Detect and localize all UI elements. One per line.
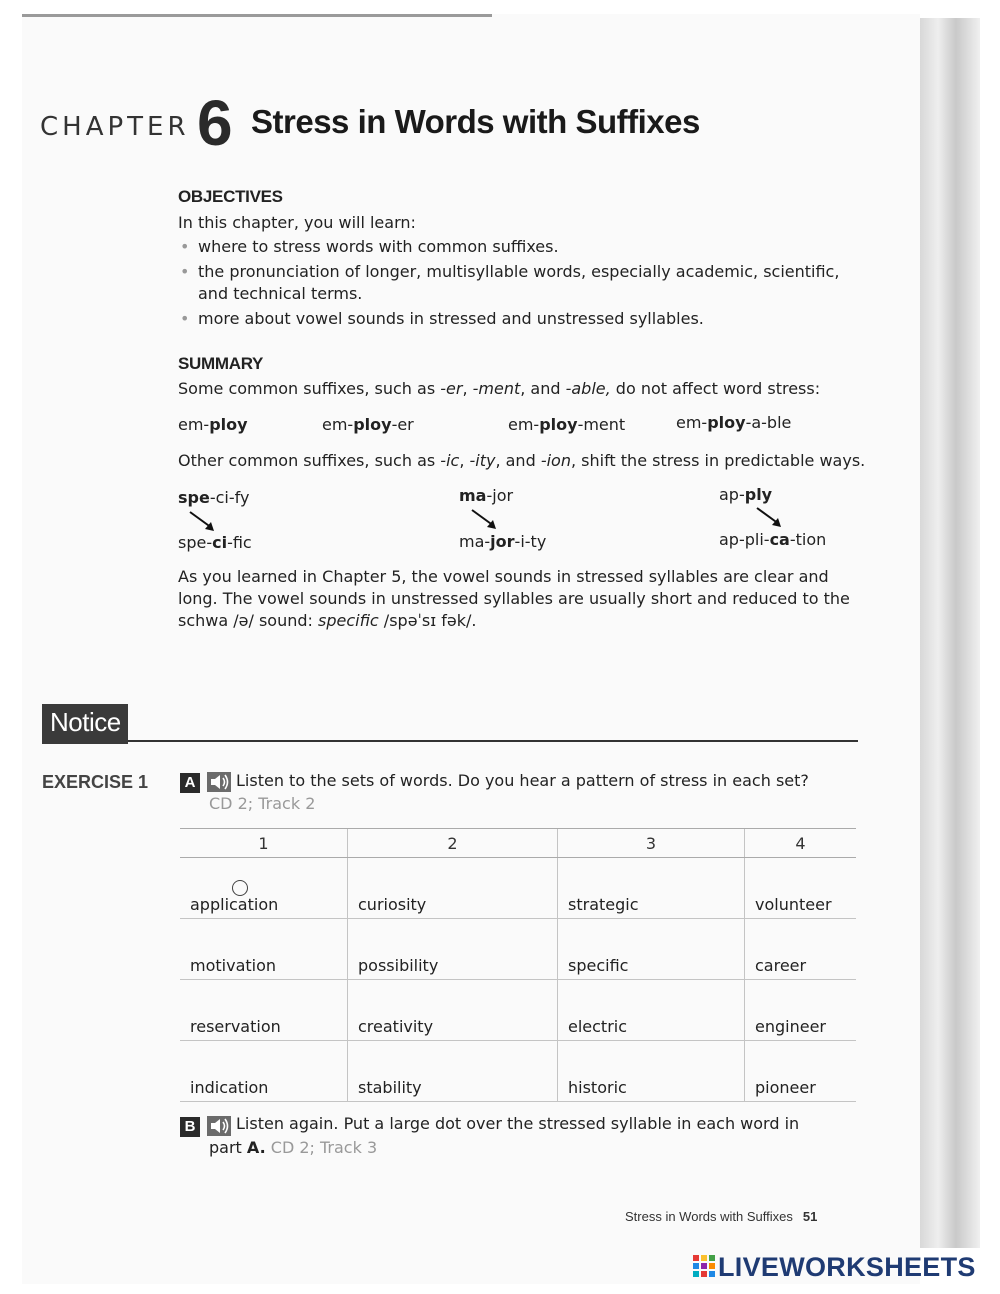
shift-intro: Other common suffixes, such as -ic, -ity, and -ion, shift the stress in predictable ways. (178, 451, 866, 470)
word-cell[interactable]: engineer (745, 980, 857, 1041)
word-cell[interactable]: stability (348, 1041, 558, 1102)
word-cell[interactable]: specific (558, 919, 745, 980)
example-word: em-ploy-er (322, 415, 414, 434)
word-cell[interactable]: historic (558, 1041, 745, 1102)
part-a-instructions: Listen to the sets of words. Do you hear a pattern of stress in each set? (236, 771, 809, 790)
chapter-number: 6 (197, 87, 233, 159)
table-row (180, 858, 856, 919)
column-header: 3 (558, 829, 745, 858)
page-footer: Stress in Words with Suffixes 51 (625, 1209, 818, 1224)
objectives-list (178, 236, 858, 333)
summary-heading: SUMMARY (178, 354, 264, 373)
objective-item: • the pronunciation of longer, multisyllable words, especially academic, scientific, and technical terms. (178, 261, 858, 305)
part-a-track: CD 2; Track 2 (209, 794, 316, 813)
word-cell[interactable]: application (180, 858, 348, 919)
book-spine (920, 18, 980, 1248)
word-table (180, 828, 856, 1102)
word-cell[interactable]: possibility (348, 919, 558, 980)
word-cell[interactable]: indication (180, 1041, 348, 1102)
example-word: em-ploy-a-ble (676, 413, 792, 432)
derived-word: ma-jor-i-ty (459, 532, 547, 551)
base-word: ap-ply (719, 485, 773, 504)
exercise-label: EXERCISE 1 (42, 772, 149, 792)
word-cell[interactable]: volunteer (745, 858, 857, 919)
speaker-icon[interactable] (207, 772, 231, 792)
part-b-instructions-cont: part A. CD 2; Track 3 (209, 1138, 378, 1157)
arrow-down-right-icon (188, 510, 218, 534)
word-cell[interactable]: strategic (558, 858, 745, 919)
chapter-word: CHAPTER (40, 112, 190, 142)
derived-word: ap-pli-ca-tion (719, 530, 827, 549)
vowel-paragraph: As you learned in Chapter 5, the vowel sounds in stressed syllables are clear and long. The vowel sounds in unstressed syllables are usually short and reduced to the schwa /ə/ sound: specific /spəˈsɪ fək/. (178, 567, 850, 630)
word-cell[interactable]: creativity (348, 980, 558, 1041)
part-a-badge: A (180, 773, 200, 793)
example-word: em-ploy (178, 415, 248, 434)
base-word: spe-ci-fy (178, 488, 250, 507)
column-header: 1 (180, 829, 348, 858)
word-cell[interactable]: career (745, 919, 857, 980)
table-row (180, 1041, 856, 1102)
page-top-edge (22, 14, 492, 17)
table-row (180, 919, 856, 980)
word-cell[interactable]: pioneer (745, 1041, 857, 1102)
derived-word: spe-ci-fic (178, 533, 252, 552)
objectives-intro: In this chapter, you will learn: (178, 213, 416, 232)
part-b-instructions: Listen again. Put a large dot over the stressed syllable in each word in (236, 1114, 800, 1133)
word-cell[interactable]: electric (558, 980, 745, 1041)
brand-name: LIVEWORKSHEETS (718, 1252, 976, 1282)
column-header: 4 (745, 829, 857, 858)
objectives-heading: OBJECTIVES (178, 187, 283, 206)
word-cell[interactable]: curiosity (348, 858, 558, 919)
notice-rule (128, 740, 858, 742)
example-word: em-ploy-ment (508, 415, 626, 434)
objective-item: • where to stress words with common suffixes. (178, 236, 858, 258)
base-word: ma-jor (459, 486, 514, 505)
stress-dot-marker[interactable] (232, 880, 248, 896)
summary-intro: Some common suffixes, such as -er, -ment, and -able, do not affect word stress: (178, 379, 821, 398)
table-header-row (180, 829, 856, 858)
table-row (180, 980, 856, 1041)
objective-item: • more about vowel sounds in stressed and unstressed syllables. (178, 308, 858, 330)
speaker-icon[interactable] (207, 1116, 231, 1136)
word-cell[interactable]: reservation (180, 980, 348, 1041)
arrow-down-right-icon (470, 508, 500, 532)
column-header: 2 (348, 829, 558, 858)
liveworksheets-logo-icon (693, 1255, 715, 1277)
part-b-badge: B (180, 1117, 200, 1137)
arrow-down-right-icon (755, 506, 785, 530)
chapter-title: Stress in Words with Suffixes (251, 103, 700, 140)
notice-label: Notice (50, 707, 121, 737)
page-number: 51 (802, 1209, 818, 1224)
word-cell[interactable]: motivation (180, 919, 348, 980)
